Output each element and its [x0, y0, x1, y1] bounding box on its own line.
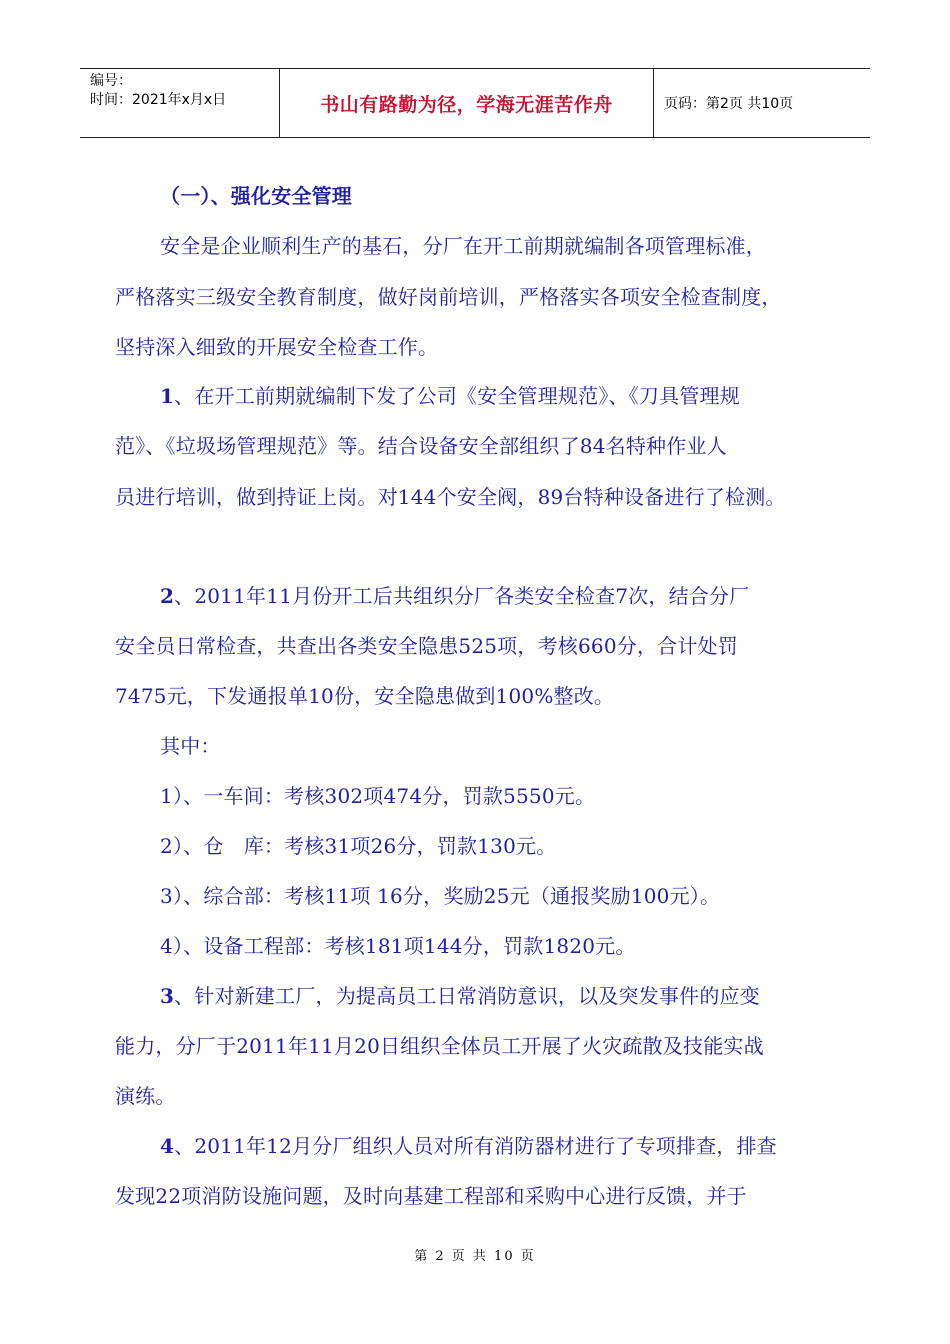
paragraph-text: 、2011年11月份开工后共组织分厂各类安全检查7次，结合分厂: [174, 584, 750, 608]
item-4-first-line: [160, 1130, 777, 1159]
time-label: 时间：2021年x月x日: [90, 92, 227, 108]
paragraph-line: 严格落实三级安全教育制度，做好岗前培训，严格落实各项安全检查制度，: [115, 285, 782, 309]
item-2-first-line: [160, 580, 749, 609]
paragraph-text: 、针对新建工厂，为提高员工日常消防意识，以及突发事件的应变: [174, 984, 760, 1008]
paragraph-line: 坚持深入细致的开展安全检查工作。: [115, 335, 439, 359]
paragraph-text: 、2011年12月分厂组织人员对所有消防器材进行了专项排查，排查: [174, 1134, 777, 1158]
item-number: 2: [160, 584, 175, 608]
sub-item: 2）、仓 库：考核31项26分，罚款130元。: [160, 834, 557, 858]
sub-item: 4）、设备工程部：考核181项144分，罚款1820元。: [160, 934, 636, 958]
page-header: [80, 68, 870, 138]
section-title: （一）、强化安全管理: [160, 184, 352, 208]
among-label: 其中：: [160, 734, 221, 758]
paragraph-line: 7475元，下发通报单10份，安全隐患做到100%整改。: [115, 684, 615, 708]
page-footer: 第 2 页 共 10 页: [414, 1249, 536, 1264]
header-motto: 书山有路勤为径，学海无涯苦作舟: [280, 69, 654, 137]
header-page-info: 页码：第2页 共10页: [664, 96, 794, 112]
paragraph-text: 、在开工前期就编制下发了公司《安全管理规范》、《刀具管理规: [174, 384, 740, 408]
header-meta: [80, 69, 280, 137]
paragraph-line: 能力，分厂于2011年11月20日组织全体员工开展了火灾疏散及技能实战: [115, 1034, 764, 1058]
number-label: 编号：: [90, 73, 132, 89]
item-3-first-line: [160, 980, 760, 1009]
paragraph-line: 员进行培训，做到持证上岗。对144个安全阀，89台特种设备进行了检测。: [115, 485, 786, 509]
item-number: 1: [160, 384, 175, 408]
paragraph-line: 范》、《垃圾场管理规范》等。结合设备安全部组织了84名特种作业人: [115, 434, 727, 458]
paragraph-line: 发现22项消防设施问题，及时向基建工程部和采购中心进行反馈，并于: [115, 1184, 747, 1208]
sub-item: 3）、综合部：考核11项 16分，奖励25元（通报奖励100元）。: [160, 884, 721, 908]
paragraph-line: 演练。: [115, 1084, 176, 1108]
item-number: 4: [160, 1134, 175, 1158]
sub-item: 1）、一车间：考核302项474分，罚款5550元。: [160, 784, 596, 808]
paragraph-line: 安全是企业顺利生产的基石，分厂在开工前期就编制各项管理标准，: [160, 234, 766, 258]
item-number: 3: [160, 984, 175, 1008]
item-1-first-line: [160, 380, 740, 409]
paragraph-line: 安全员日常检查，共查出各类安全隐患525项，考核660分，合计处罚: [115, 634, 738, 658]
